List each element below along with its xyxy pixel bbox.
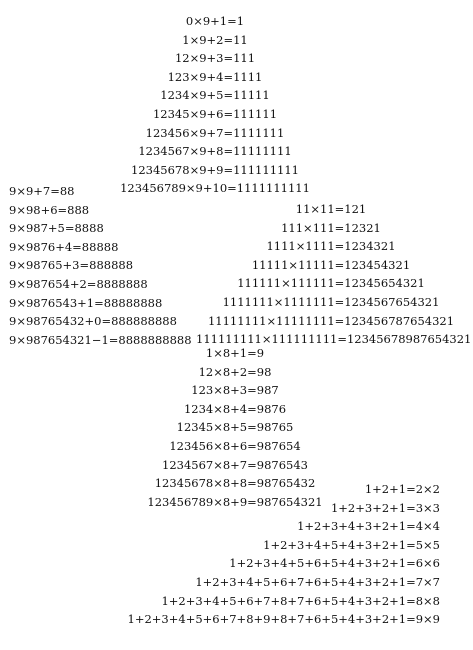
- equation-line: 123456×9+7=1111111: [145, 125, 285, 140]
- equation-line: 9×9876543+1=88888888: [9, 295, 163, 310]
- equation-line: 9×9+7=88: [9, 184, 75, 198]
- equation-line: 1+2+1=2×2: [364, 482, 440, 496]
- equation-line: 1+2+3+4+5+6+5+4+3+2+1=6×6: [229, 556, 440, 571]
- equation-line: 11111×11111=123454321: [251, 257, 411, 272]
- equation-line: 1234×9+5=11111: [160, 88, 270, 103]
- equation-line: 1+2+3+4+5+6+7+6+5+4+3+2+1=7×7: [195, 574, 440, 589]
- equation-line: 1+2+3+2+1=3×3: [330, 500, 440, 515]
- equation-line: 1+2+3+4+3+2+1=4×4: [297, 519, 440, 534]
- equation-line: 111111111×111111111=12345678987654321: [196, 332, 472, 347]
- equation-line: 12345678×8+8=98765432: [154, 476, 316, 491]
- equation-line: 111×111=12321: [281, 220, 381, 235]
- equation-line: 12×8+2=98: [198, 364, 272, 379]
- equation-line: 1234567×9+8=11111111: [138, 144, 292, 159]
- equation-line: 111111×111111=12345654321: [237, 276, 425, 291]
- equation-line: 9×987654+2=8888888: [9, 276, 148, 291]
- equation-line: 123456×8+6=987654: [169, 438, 301, 453]
- equation-line: 12345×9+6=111111: [152, 106, 278, 121]
- equation-line: 123456789×9+10=1111111111: [120, 181, 310, 196]
- repunit-squares-pyramid: [196, 200, 472, 349]
- equation-line: 9×98765+3=888888: [9, 258, 134, 273]
- nines-times-pyramid: [100, 12, 330, 198]
- equation-line: 11×11=121: [295, 202, 367, 216]
- equation-line: 123456789×8+9=987654321: [147, 494, 323, 509]
- eights-repunit-list: [9, 182, 209, 349]
- equation-line: 9×987654321−1=8888888888: [9, 332, 192, 347]
- equation-line: 9×98765432+0=888888888: [9, 314, 177, 329]
- equation-line: 1+2+3+4+5+6+7+8+7+6+5+4+3+2+1=8×8: [161, 593, 440, 608]
- consecutive-sums-staircase: [20, 480, 440, 629]
- equation-line: 0×9+1=1: [185, 14, 245, 28]
- equation-line: 1×9+2=11: [182, 32, 248, 47]
- equation-line: 9×98+6=888: [9, 202, 90, 217]
- equation-line: 1111111×1111111=1234567654321: [222, 294, 440, 309]
- equation-line: 1+2+3+4+5+4+3+2+1=5×5: [263, 537, 440, 552]
- equation-line: 123×9+4=1111: [167, 69, 263, 84]
- equation-line: 1234×8+4=9876: [183, 401, 287, 416]
- equation-line: 1+2+3+4+5+6+7+8+9+8+7+6+5+4+3+2+1=9×9: [127, 612, 440, 627]
- equation-line: 9×9876+4=88888: [9, 239, 119, 254]
- equation-line: 9×987+5=8888: [9, 221, 104, 236]
- equation-line: 12×9+3=111: [174, 51, 256, 66]
- equation-line: 11111111×11111111=123456787654321: [207, 313, 455, 328]
- equation-line: 123×8+3=987: [191, 383, 279, 398]
- equation-line: 1234567×8+7=9876543: [162, 457, 308, 472]
- equation-line: 12345×8+5=98765: [176, 420, 294, 435]
- equation-line: 1×8+1=9: [205, 346, 265, 360]
- equation-line: 12345678×9+9=111111111: [131, 162, 299, 177]
- equation-line: 1111×1111=1234321: [266, 239, 396, 254]
